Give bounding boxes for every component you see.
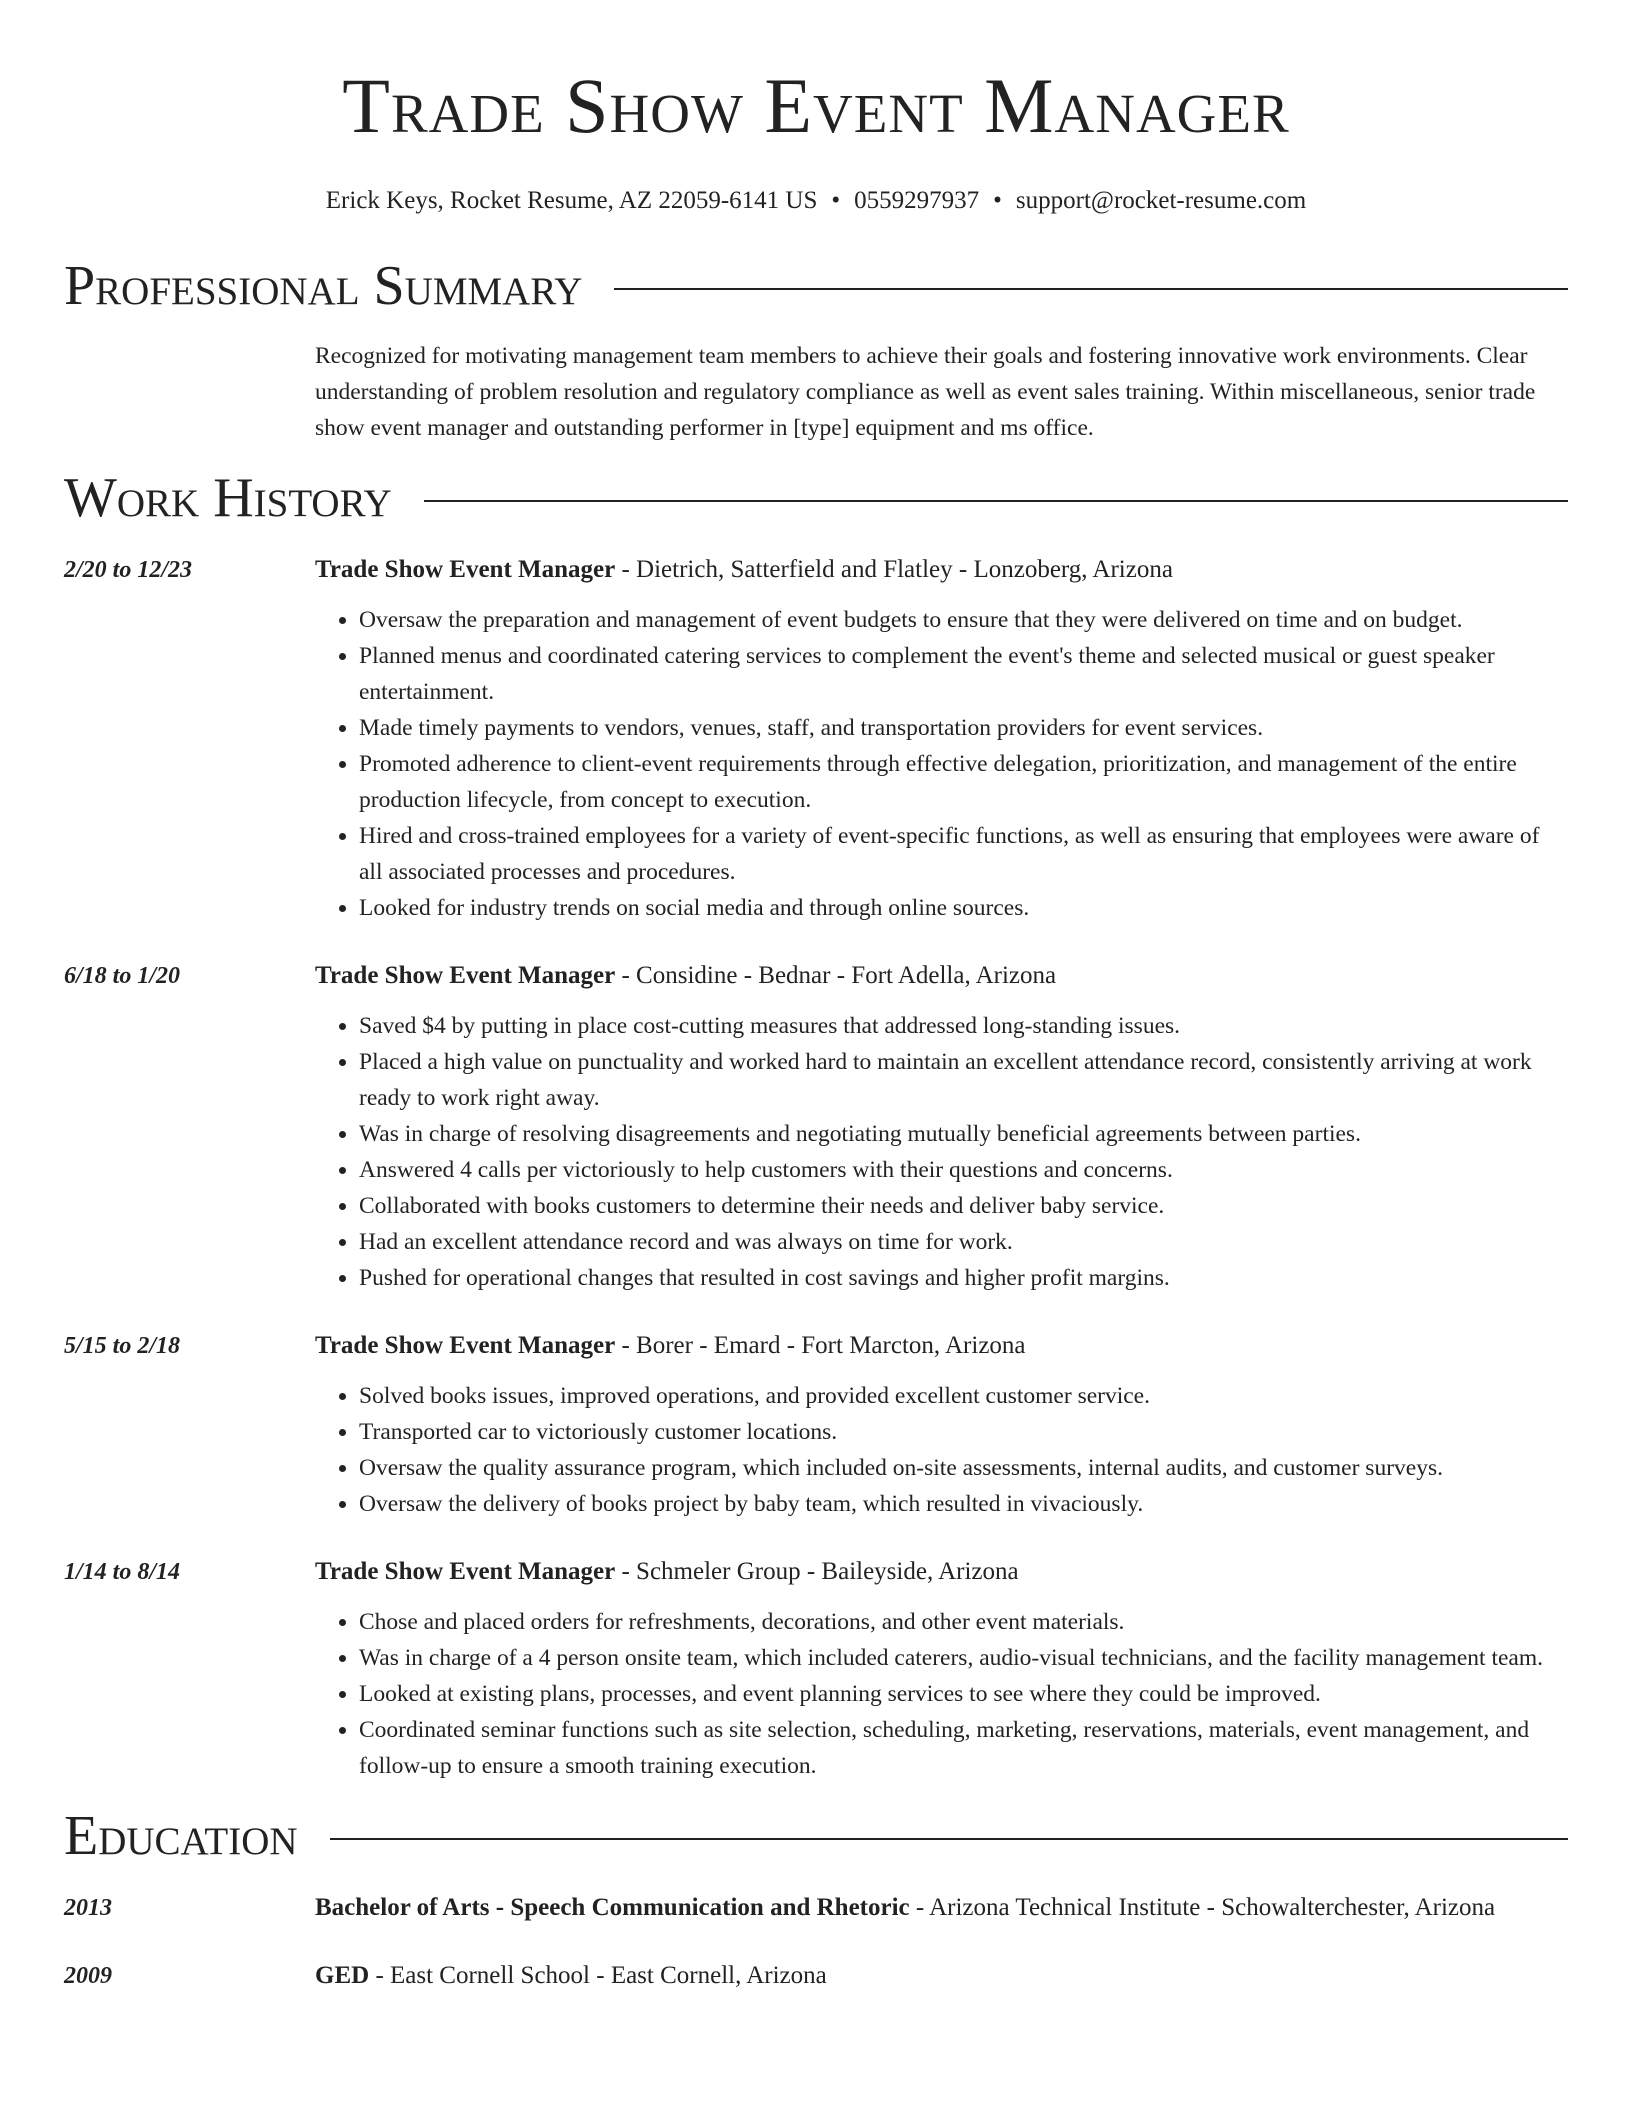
work-entry [64,958,1568,1296]
list-item: • Hired and cross-trained employees for a variety of event-specific functions, as well as ensuring that employees were aware of all associated processes and procedures. [359,818,1568,890]
list-item: • Promoted adherence to client-event requirements through effective delegation, prioritization, and management of the entire production lifecycle, from concept to execution. [359,746,1568,818]
work-dates: 5/15 to 2/18 [64,1333,181,1359]
list-item: • Looked at existing plans, processes, and event planning services to see where they could be improved. [359,1676,1568,1712]
contact-phone: 0559297937 [854,187,980,214]
work-heading: Work History [64,467,392,529]
list-item: • Had an excellent attendance record and was always on time for work. [359,1224,1568,1260]
education-entry [64,1958,1568,1994]
resume-title: Trade Show Event Manager [342,62,1290,149]
contact-separator: • [831,187,841,214]
job-title: Trade Show Event Manager [315,962,616,989]
contact-email: support@rocket-resume.com [1015,187,1307,214]
work-entry [64,1328,1568,1522]
job-bullets [315,1378,1568,1522]
work-dates: 2/20 to 12/23 [64,557,193,583]
school-location: - Arizona Technical Institute - Schowalterchester, Arizona [909,1894,1496,1921]
school-location: - East Cornell School - East Cornell, Arizona [369,1962,827,1989]
list-item: • Transported car to victoriously customer locations. [359,1414,1568,1450]
education-year: 2013 [64,1895,112,1921]
job-title: Trade Show Event Manager [315,1558,616,1585]
education-list [64,1890,1568,1994]
work-entry [64,552,1568,926]
section-divider [614,288,1568,290]
summary-text: Recognized for motivating management team members to achieve their goals and fostering innovative work environments. Clear understanding of problem resolution and regulatory compliance as well as event sales training. Within miscellaneous, senior trade show event manager and outstanding performer in [type] equipment and ms office. [315,343,1536,441]
list-item: • Looked for industry trends on social media and through online sources. [359,890,1568,926]
contact-line [64,186,1568,216]
education-year: 2009 [64,1963,112,1989]
education-heading: Education [64,1805,298,1867]
contact-separator: • [993,187,1002,214]
list-item: • Chose and placed orders for refreshments, decorations, and other event materials. [359,1604,1568,1640]
list-item: • Oversaw the preparation and management of event budgets to ensure that they were delivered on time and on budget. [359,602,1568,638]
education-section-heading [64,1804,1568,1868]
work-dates: 1/14 to 8/14 [64,1559,181,1585]
job-bullets [315,1604,1568,1784]
list-item: • Coordinated seminar functions such as site selection, scheduling, marketing, reservations, materials, event management, and follow-up to ensure a smooth training execution. [359,1712,1568,1784]
list-item: • Collaborated with books customers to determine their needs and deliver baby service. [359,1188,1568,1224]
work-section-heading [64,466,1568,530]
list-item: • Saved $4 by putting in place cost-cutting measures that addressed long-standing issues. [359,1008,1568,1044]
job-bullets [315,602,1568,926]
list-item: • Placed a high value on punctuality and worked hard to maintain an excellent attendance record, consistently arriving at work ready to work right away. [359,1044,1568,1116]
job-employer-location: - Dietrich, Satterfield and Flatley - Lonzoberg, Arizona [615,556,1173,583]
section-divider [330,1838,1568,1840]
job-title: Trade Show Event Manager [315,1332,616,1359]
list-item: • Pushed for operational changes that resulted in cost savings and higher profit margins. [359,1260,1568,1296]
resume-page [64,0,1568,1994]
list-item: • Solved books issues, improved operations, and provided excellent customer service. [359,1378,1568,1414]
work-dates: 6/18 to 1/20 [64,963,181,989]
education-entry [64,1890,1568,1926]
work-entry [64,1554,1568,1784]
list-item: • Oversaw the quality assurance program, which included on-site assessments, internal audits, and customer surveys. [359,1450,1568,1486]
summary-section-heading [64,254,1568,318]
list-item: • Was in charge of a 4 person onsite team, which included caterers, audio-visual technicians, and the facility management team. [359,1640,1568,1676]
degree-name: Bachelor of Arts - Speech Communication and Rhetoric [315,1894,910,1921]
work-history-list [64,552,1568,1784]
job-employer-location: - Borer - Emard - Fort Marcton, Arizona [615,1332,1026,1359]
list-item: • Oversaw the delivery of books project by baby team, which resulted in vivaciously. [359,1486,1568,1522]
contact-address: Erick Keys, Rocket Resume, AZ 22059-6141 US [325,187,818,214]
job-employer-location: - Considine - Bednar - Fort Adella, Arizona [615,962,1057,989]
job-employer-location: - Schmeler Group - Baileyside, Arizona [615,1558,1019,1585]
list-item: • Made timely payments to vendors, venues, staff, and transportation providers for event services. [359,710,1568,746]
job-title: Trade Show Event Manager [315,556,616,583]
section-divider [424,500,1568,502]
job-bullets [315,1008,1568,1296]
list-item: • Answered 4 calls per victoriously to help customers with their questions and concerns. [359,1152,1568,1188]
list-item: • Was in charge of resolving disagreements and negotiating mutually beneficial agreements between parties. [359,1116,1568,1152]
summary-heading: Professional Summary [64,255,583,317]
list-item: • Planned menus and coordinated catering services to complement the event's theme and selected musical or guest speaker entertainment. [359,638,1568,710]
degree-name: GED [315,1962,370,1989]
